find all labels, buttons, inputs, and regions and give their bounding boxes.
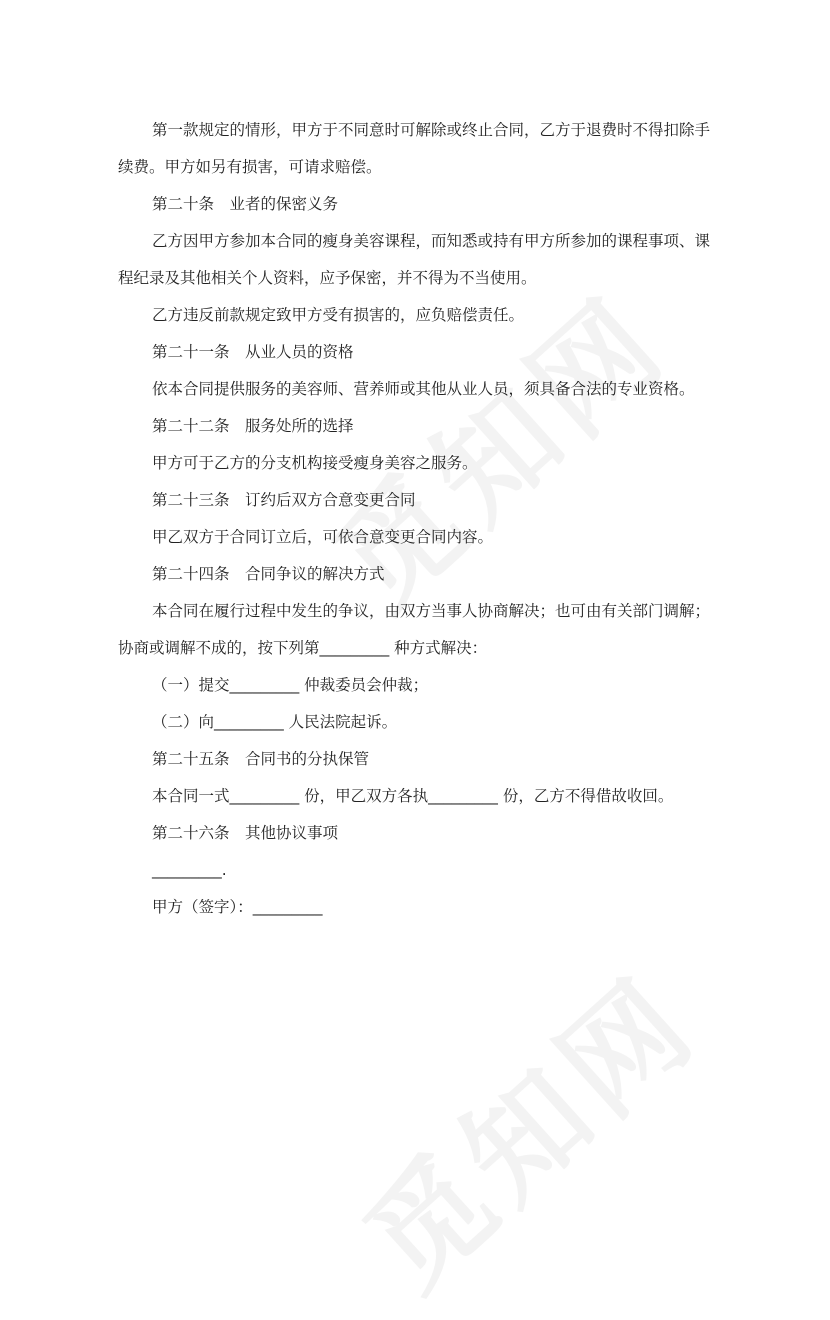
paragraph-article21: 依本合同提供服务的美容师、营养师或其他从业人员，须具备合法的专业资格。: [152, 380, 695, 398]
paragraph-article20-2: 乙方违反前款规定致甲方受有损害的，应负赔偿责任。: [152, 306, 525, 324]
heading-article-23: 第二十三条 订约后双方合意变更合同: [152, 491, 416, 509]
paragraph-article19-clause: 第一款规定的情形，甲方于不同意时可解除或终止合同，乙方于退费时不得扣除手续费。甲方如另有损害，可请求赔偿。: [118, 121, 711, 176]
paragraph-article26-blank: _________.: [152, 861, 227, 879]
heading-article-22: 第二十二条 服务处所的选择: [152, 417, 354, 435]
paragraph-article23: 甲乙双方于合同订立后，可依合意变更合同内容。: [152, 528, 494, 546]
option-court: （二）向_________ 人民法院起诉。: [152, 713, 398, 731]
heading-article-26: 第二十六条 其他协议事项: [152, 824, 339, 842]
paragraph-article24: 本合同在履行过程中发生的争议，由双方当事人协商解决；也可由有关部门调解；协商或调解不成的，按下列第_________ 种方式解决：: [118, 602, 711, 657]
heading-article-20: 第二十条 业者的保密义务: [152, 195, 339, 213]
heading-article-24: 第二十四条 合同争议的解决方式: [152, 565, 385, 583]
option-arbitration: （一）提交_________ 仲裁委员会仲裁；: [152, 676, 429, 694]
paragraph-article25: 本合同一式_________ 份，甲乙双方各执_________ 份，乙方不得借故收回。: [152, 787, 674, 805]
heading-article-21: 第二十一条 从业人员的资格: [152, 343, 354, 361]
paragraph-article20-1: 乙方因甲方参加本合同的瘦身美容课程，而知悉或持有甲方所参加的课程事项、课程纪录及其他相关个人资料，应予保密，并不得为不当使用。: [118, 232, 711, 287]
signature-party-a: 甲方（签字）：_________: [152, 898, 323, 916]
contract-body: [118, 112, 718, 926]
watermark: [323, 932, 728, 1320]
heading-article-25: 第二十五条 合同书的分执保管: [152, 750, 370, 768]
paragraph-article22: 甲方可于乙方的分支机构接受瘦身美容之服务。: [152, 454, 478, 472]
